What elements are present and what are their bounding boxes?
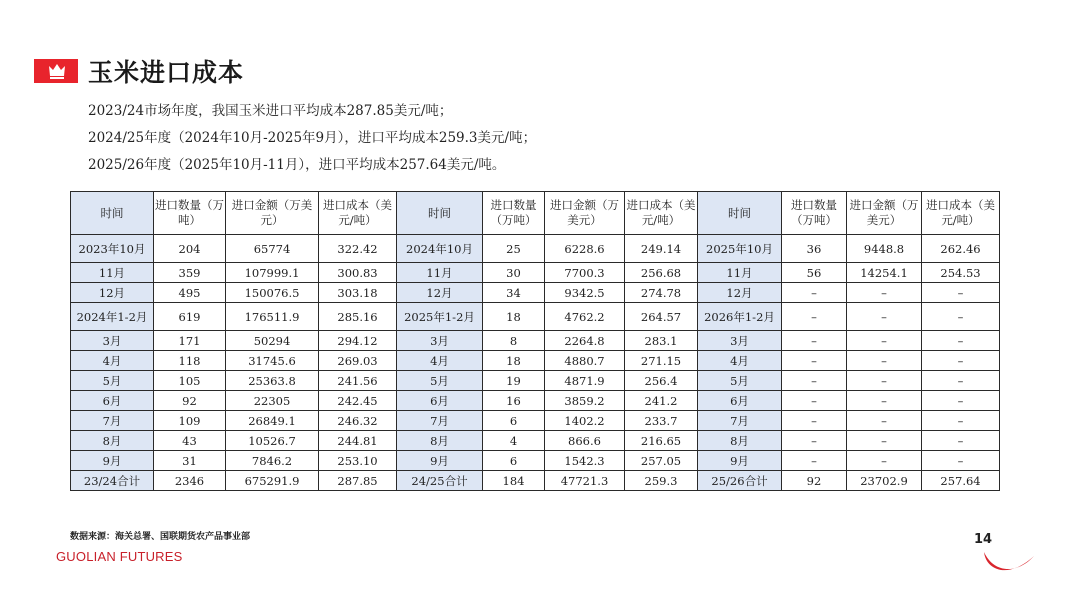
value-cell: – [847,451,922,471]
period-cell: 24/25合计 [397,471,483,491]
value-cell: 287.85 [319,471,397,491]
value-cell: 18 [483,351,545,371]
value-cell: – [782,351,847,371]
table-row [71,371,1000,391]
page-title: 玉米进口成本 [88,58,245,87]
value-cell: 6 [483,451,545,471]
value-cell: 43 [154,431,226,451]
value-cell: – [782,411,847,431]
value-cell: – [922,331,1000,351]
period-cell: 6月 [71,391,154,411]
period-cell: 3月 [71,331,154,351]
intro-text [88,98,536,179]
value-cell: – [782,371,847,391]
table-row [71,351,1000,371]
value-cell: 257.64 [922,471,1000,491]
value-cell: 4880.7 [545,351,625,371]
table-row [71,331,1000,351]
period-cell: 6月 [397,391,483,411]
value-cell: – [782,391,847,411]
period-cell: 12月 [397,283,483,303]
value-cell: 109 [154,411,226,431]
value-cell: – [847,391,922,411]
value-cell: – [847,371,922,391]
header-cell: 进口金额（万美元） [226,192,319,235]
value-cell: 7700.3 [545,263,625,283]
period-cell: 2023年10月 [71,235,154,263]
value-cell: 269.03 [319,351,397,371]
value-cell: – [922,371,1000,391]
import-cost-table [70,191,1000,491]
value-cell: 184 [483,471,545,491]
value-cell: – [782,303,847,331]
period-cell: 2024年10月 [397,235,483,263]
value-cell: 26849.1 [226,411,319,431]
value-cell: – [847,431,922,451]
period-cell: 9月 [71,451,154,471]
value-cell: – [847,351,922,371]
value-cell: – [922,451,1000,471]
value-cell: 9448.8 [847,235,922,263]
header-cell: 进口成本（美元/吨） [922,192,1000,235]
value-cell: – [782,451,847,471]
period-cell: 8月 [71,431,154,451]
period-cell: 4月 [698,351,782,371]
table-row [71,411,1000,431]
value-cell: 866.6 [545,431,625,451]
value-cell: 246.32 [319,411,397,431]
value-cell: 50294 [226,331,319,351]
header-cell: 进口成本（美元/吨） [625,192,698,235]
value-cell: 271.15 [625,351,698,371]
value-cell: 36 [782,235,847,263]
value-cell: 285.16 [319,303,397,331]
value-cell: 22305 [226,391,319,411]
period-cell: 2024年1-2月 [71,303,154,331]
swoosh-logo-icon [978,548,1038,582]
value-cell: 25363.8 [226,371,319,391]
value-cell: 274.78 [625,283,698,303]
value-cell: 65774 [226,235,319,263]
value-cell: – [782,283,847,303]
value-cell: 204 [154,235,226,263]
value-cell: – [922,283,1000,303]
value-cell: 4762.2 [545,303,625,331]
value-cell: – [782,431,847,451]
value-cell: 256.4 [625,371,698,391]
table-row [71,235,1000,263]
value-cell: 176511.9 [226,303,319,331]
value-cell: 6228.6 [545,235,625,263]
value-cell: 1542.3 [545,451,625,471]
value-cell: 16 [483,391,545,411]
value-cell: 105 [154,371,226,391]
value-cell: 10526.7 [226,431,319,451]
value-cell: 233.7 [625,411,698,431]
value-cell: 31745.6 [226,351,319,371]
value-cell: 303.18 [319,283,397,303]
value-cell: 264.57 [625,303,698,331]
value-cell: 18 [483,303,545,331]
header-cell: 进口成本（美元/吨） [319,192,397,235]
value-cell: 4 [483,431,545,451]
period-cell: 11月 [71,263,154,283]
value-cell: 675291.9 [226,471,319,491]
period-cell: 12月 [698,283,782,303]
period-cell: 8月 [397,431,483,451]
value-cell: 256.68 [625,263,698,283]
value-cell: 2346 [154,471,226,491]
value-cell: 283.1 [625,331,698,351]
value-cell: 253.10 [319,451,397,471]
value-cell: 150076.5 [226,283,319,303]
value-cell: 7846.2 [226,451,319,471]
value-cell: 257.05 [625,451,698,471]
table-header-row [71,192,1000,235]
value-cell: 2264.8 [545,331,625,351]
value-cell: 254.53 [922,263,1000,283]
period-cell: 8月 [698,431,782,451]
title-block [34,53,244,89]
period-cell: 5月 [698,371,782,391]
value-cell: 4871.9 [545,371,625,391]
value-cell: 31 [154,451,226,471]
header-cell: 时间 [698,192,782,235]
table-row [71,283,1000,303]
brand-name: GUOLIAN FUTURES [56,549,183,564]
intro-line: 2025/26年度（2025年10月-11月），进口平均成本257.64美元/吨。 [88,157,506,173]
value-cell: 244.81 [319,431,397,451]
value-cell: 322.42 [319,235,397,263]
value-cell: 216.65 [625,431,698,451]
value-cell: 92 [154,391,226,411]
value-cell: 6 [483,411,545,431]
page-number: 14 [974,532,993,547]
table-row [71,431,1000,451]
period-cell: 7月 [397,411,483,431]
period-cell: 11月 [397,263,483,283]
value-cell: – [922,391,1000,411]
value-cell: 25 [483,235,545,263]
period-cell: 2026年1-2月 [698,303,782,331]
period-cell: 5月 [71,371,154,391]
value-cell: 9342.5 [545,283,625,303]
table-row [71,303,1000,331]
value-cell: 259.3 [625,471,698,491]
value-cell: – [847,303,922,331]
table-row [71,391,1000,411]
value-cell: 241.2 [625,391,698,411]
header-cell: 进口数量（万吨） [782,192,847,235]
value-cell: 118 [154,351,226,371]
value-cell: 107999.1 [226,263,319,283]
value-cell: – [847,283,922,303]
value-cell: – [847,331,922,351]
value-cell: – [922,411,1000,431]
value-cell: 249.14 [625,235,698,263]
value-cell: 14254.1 [847,263,922,283]
period-cell: 23/24合计 [71,471,154,491]
period-cell: 2025年1-2月 [397,303,483,331]
value-cell: 19 [483,371,545,391]
crown-logo [34,59,78,83]
crown-icon [48,62,66,80]
header-cell: 时间 [397,192,483,235]
value-cell: 171 [154,331,226,351]
period-cell: 7月 [71,411,154,431]
value-cell: 56 [782,263,847,283]
period-cell: 25/26合计 [698,471,782,491]
value-cell: 3859.2 [545,391,625,411]
period-cell: 3月 [397,331,483,351]
value-cell: – [922,431,1000,451]
value-cell: 359 [154,263,226,283]
value-cell: 242.45 [319,391,397,411]
value-cell: 294.12 [319,331,397,351]
value-cell: 30 [483,263,545,283]
period-cell: 4月 [71,351,154,371]
value-cell: 619 [154,303,226,331]
value-cell: 8 [483,331,545,351]
header-cell: 进口数量（万吨） [154,192,226,235]
header-cell: 进口金额（万美元） [545,192,625,235]
value-cell: 34 [483,283,545,303]
header-cell: 进口金额（万美元） [847,192,922,235]
value-cell: 300.83 [319,263,397,283]
period-cell: 7月 [698,411,782,431]
value-cell: 262.46 [922,235,1000,263]
header-cell: 时间 [71,192,154,235]
period-cell: 6月 [698,391,782,411]
header-cell: 进口数量（万吨） [483,192,545,235]
table-row [71,451,1000,471]
value-cell: – [922,303,1000,331]
period-cell: 12月 [71,283,154,303]
table-row [71,471,1000,491]
data-source: 数据来源：海关总署、国联期货农产品事业部 [70,532,251,542]
value-cell: 92 [782,471,847,491]
period-cell: 9月 [397,451,483,471]
period-cell: 11月 [698,263,782,283]
value-cell: – [847,411,922,431]
period-cell: 4月 [397,351,483,371]
intro-line: 2023/24市场年度，我国玉米进口平均成本287.85美元/吨； [88,103,453,119]
value-cell: 241.56 [319,371,397,391]
period-cell: 9月 [698,451,782,471]
value-cell: 23702.9 [847,471,922,491]
period-cell: 2025年10月 [698,235,782,263]
value-cell: – [922,351,1000,371]
value-cell: 1402.2 [545,411,625,431]
intro-line: 2024/25年度（2024年10月-2025年9月），进口平均成本259.3美元/吨； [88,130,537,146]
table-row [71,263,1000,283]
period-cell: 3月 [698,331,782,351]
value-cell: 47721.3 [545,471,625,491]
value-cell: 495 [154,283,226,303]
value-cell: – [782,331,847,351]
period-cell: 5月 [397,371,483,391]
